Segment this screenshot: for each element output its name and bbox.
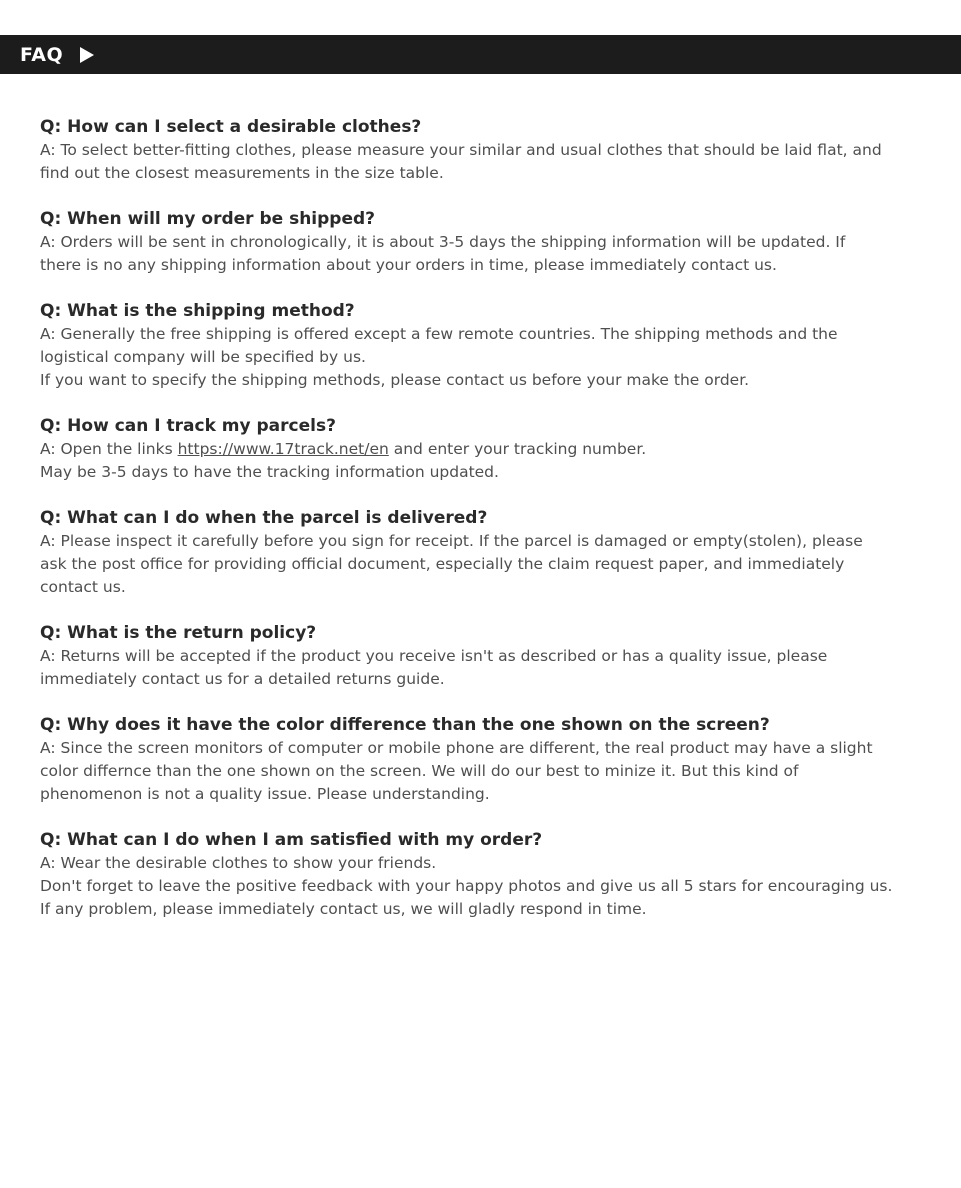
faq-answer-line: immediately contact us for a detailed returns guide.: [40, 670, 445, 688]
faq-question: Q: What can I do when I am satisfied with my order?: [40, 830, 543, 850]
faq-question: Q: What is the return policy?: [40, 623, 317, 643]
faq-answer-line: May be 3-5 days to have the tracking information updated.: [40, 463, 499, 481]
faq-answer-line: [40, 438, 930, 461]
play-arrow-icon: [80, 47, 94, 63]
faq-answer-line: A: Returns will be accepted if the product you receive isn't as described or has a quality issue, please: [40, 647, 828, 665]
faq-question: Q: When will my order be shipped?: [40, 209, 376, 229]
faq-item: [40, 622, 930, 691]
faq-answer-line: phenomenon is not a quality issue. Please understanding.: [40, 785, 490, 803]
faq-answer-line: A: Please inspect it carefully before you sign for receipt. If the parcel is damaged or empty(stolen), please: [40, 532, 863, 550]
faq-item: [40, 300, 930, 392]
faq-question: Q: What is the shipping method?: [40, 301, 355, 321]
faq-title: FAQ: [20, 43, 64, 66]
faq-answer-line: ask the post office for providing official document, especially the claim request paper, and immediately: [40, 555, 845, 573]
faq-item: [40, 829, 930, 921]
faq-answer-line: logistical company will be specified by us.: [40, 348, 366, 366]
tracking-link[interactable]: https://www.17track.net/en: [177, 440, 389, 458]
faq-answer-line: A: Since the screen monitors of computer or mobile phone are different, the real product may have a slight: [40, 739, 873, 757]
faq-item: [40, 208, 930, 277]
faq-answer-line: A: Orders will be sent in chronologically, it is about 3-5 days the shipping information will be updated. If: [40, 233, 846, 251]
faq-question: Q: How can I select a desirable clothes?: [40, 117, 422, 137]
faq-item: [40, 507, 930, 599]
faq-answer-line: find out the closest measurements in the size table.: [40, 164, 444, 182]
faq-list: [40, 116, 930, 944]
faq-answer-line: A: Generally the free shipping is offered except a few remote countries. The shipping methods and the: [40, 325, 838, 343]
faq-answer-line: If any problem, please immediately contact us, we will gladly respond in time.: [40, 900, 647, 918]
faq-answer-line: Don't forget to leave the positive feedback with your happy photos and give us all 5 stars for encouraging us.: [40, 877, 893, 895]
answer-prefix: A: Open the links: [40, 440, 178, 458]
faq-answer-line: A: Wear the desirable clothes to show your friends.: [40, 854, 437, 872]
faq-answer-line: If you want to specify the shipping methods, please contact us before your make the order.: [40, 371, 750, 389]
faq-item: [40, 415, 930, 484]
faq-question: Q: What can I do when the parcel is delivered?: [40, 508, 488, 528]
faq-question: Q: Why does it have the color difference than the one shown on the screen?: [40, 715, 770, 735]
faq-answer-line: A: To select better-fitting clothes, please measure your similar and usual clothes that should be laid flat, and: [40, 141, 882, 159]
faq-answer-line: contact us.: [40, 578, 126, 596]
faq-item: [40, 714, 930, 806]
faq-question: Q: How can I track my parcels?: [40, 416, 336, 436]
faq-item: [40, 116, 930, 185]
answer-suffix: and enter your tracking number.: [388, 440, 647, 458]
faq-answer-line: color differnce than the one shown on the screen. We will do our best to minize it. But this kind of: [40, 762, 799, 780]
faq-answer-line: there is no any shipping information about your orders in time, please immediately contact us.: [40, 256, 777, 274]
faq-header-bar: [0, 35, 961, 74]
